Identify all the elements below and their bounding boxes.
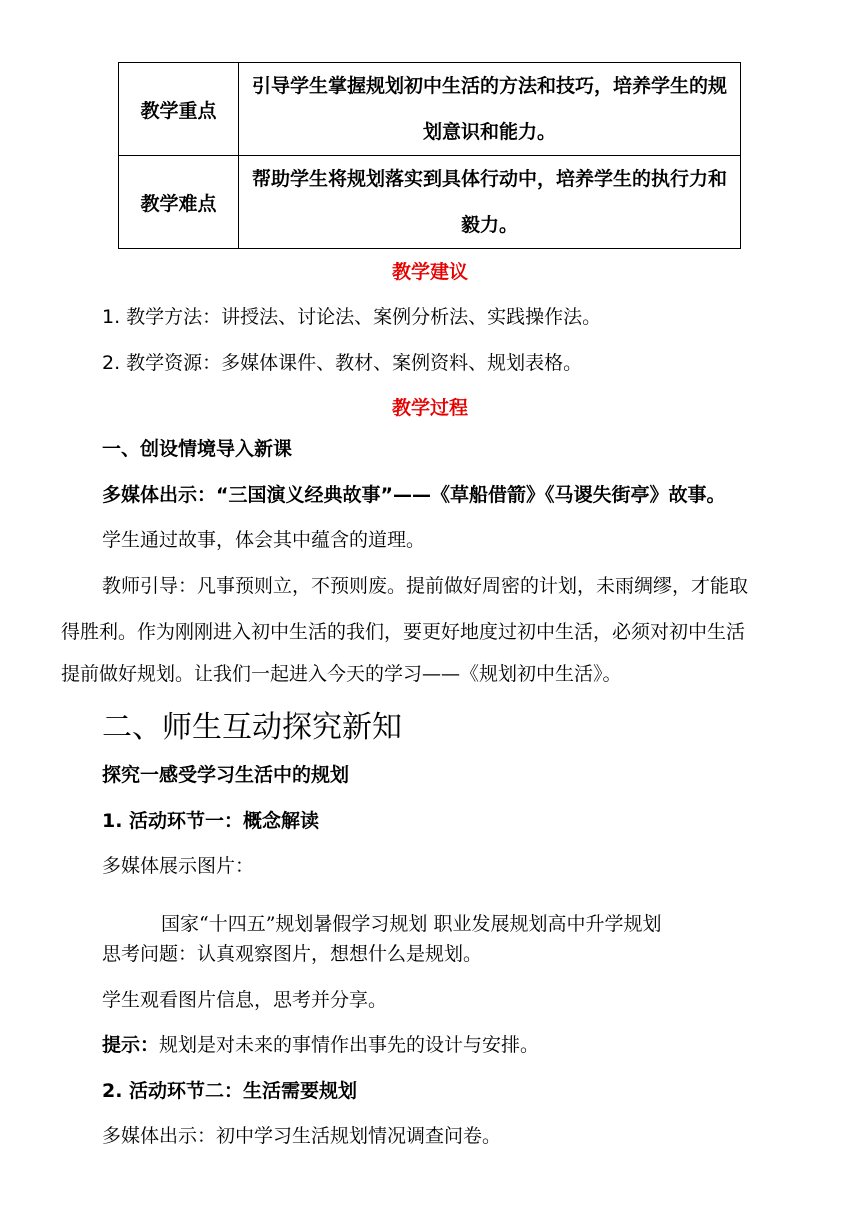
row-label-key-points: 教学重点 xyxy=(119,63,239,156)
section1-teacher-line1 xyxy=(102,571,748,598)
section2-title: 二、师生互动探究新知 xyxy=(102,710,402,745)
teaching-plan-table xyxy=(118,62,741,249)
row-label-difficulties: 教学难点 xyxy=(119,156,239,249)
section1-teacher-line2: 得胜利。作为刚刚进入初中生活的我们，要更好地度过初中生活，必须对初中生活 xyxy=(61,621,746,643)
hint-label: 提示： xyxy=(102,1034,160,1056)
row-content-difficulties: 帮助学生将规划落实到具体行动中，培养学生的执行力和毅力。 xyxy=(239,156,741,249)
media-show-text: 多媒体展示图片： xyxy=(102,855,255,877)
think-question xyxy=(102,939,482,966)
process-heading: 教学过程 xyxy=(391,397,468,419)
suggestion-item-methods: 1. 教学方法：讲授法、讨论法、案例分析法、实践操作法。 xyxy=(102,306,602,328)
think-text: 认真观察图片，想想什么是规划。 xyxy=(197,943,483,965)
media-survey-text: 多媒体出示：初中学习生活规划情况调查问卷。 xyxy=(102,1125,502,1147)
table-row xyxy=(119,156,741,249)
suggestion-item-resources: 2. 教学资源：多媒体课件、教材、案例资料、规划表格。 xyxy=(102,352,583,374)
section1-students: 学生通过故事，体会其中蕴含的道理。 xyxy=(102,529,426,551)
section1-title: 一、创设情境导入新课 xyxy=(102,438,293,460)
explore1-title: 探究一感受学习生活中的规划 xyxy=(102,764,350,786)
row-content-key-points: 引导学生掌握规划初中生活的方法和技巧，培养学生的规划意识和能力。 xyxy=(239,63,741,156)
suggestion-heading: 教学建议 xyxy=(391,261,468,283)
table-row xyxy=(119,63,741,156)
section1-teacher-line3: 提前做好规划。让我们一起进入今天的学习——《规划初中生活》。 xyxy=(61,663,622,685)
think-label: 思考问题： xyxy=(102,943,198,965)
hint-text: 规划是对未来的事情作出事先的设计与安排。 xyxy=(159,1034,540,1056)
section1-media: 多媒体出示：“三国演义经典故事”——《草船借箭》《马谡失街亭》故事。 xyxy=(102,484,726,506)
activity1-title: 1. 活动环节一：概念解读 xyxy=(102,810,320,832)
teacher-guide-text: 凡事预则立，不预则废。提前做好周密的计划，未雨绸缪，才能取 xyxy=(197,575,749,597)
hint xyxy=(102,1030,539,1057)
students-view: 学生观看图片信息，思考并分享。 xyxy=(102,989,388,1011)
image-captions: 国家“十四五”规划暑假学习规划 职业发展规划高中升学规划 xyxy=(161,913,662,935)
activity2-title: 2. 活动环节二：生活需要规划 xyxy=(102,1080,358,1102)
teacher-guide-label: 教师引导： xyxy=(102,575,198,597)
